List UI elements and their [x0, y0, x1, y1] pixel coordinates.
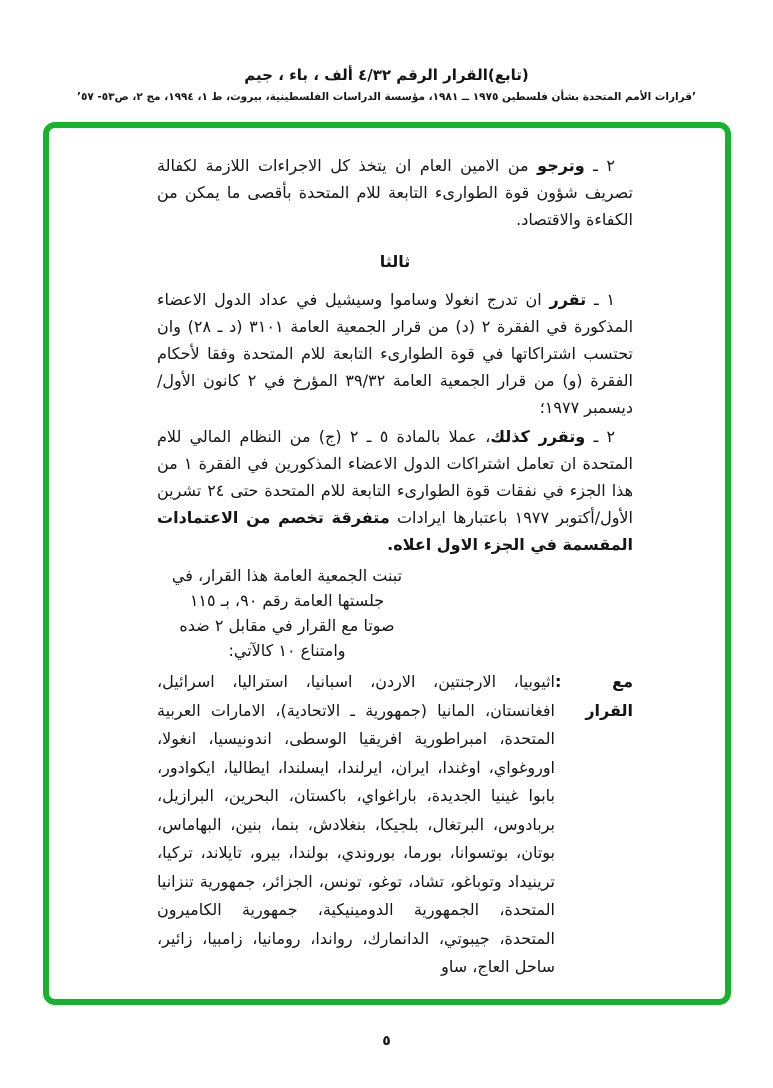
section-heading-third: ثالثا — [379, 252, 411, 271]
page-footer — [0, 1030, 773, 1049]
vote-with-label-text: مع القرار — [585, 672, 633, 720]
text-segment-bold: متفرقة تخصم من الاعتمادات المقسمة في الجزء الاول اعلاه. — [157, 508, 633, 554]
text-segment: من الامين العام ان يتخذ كل الاجراءات اللازمة لكفالة تصريف شؤون قوة الطوارىء التابعة للام المتحدة بأقصى ما يمكن من الكفاءة والاقتصاد. — [157, 156, 633, 229]
vote-with-resolution-row — [157, 668, 633, 982]
text-segment: ١ ـ — [586, 290, 616, 309]
text-segment: ، عملا بالمادة ٥ ـ ٢ (ج) من النظام المالي للام المتحدة ان تعامل اشتراكات الدول الاعضاء المذكورين في الفقرة ١ من هذا الجزء في نفقات قوة الطوارىء التابعة للام المتحدة حتى ٢٤ تشرين الأول/أكتوبر ١٩٧٧ باعتبارها ايرادات — [157, 427, 634, 527]
source-citation-line: ’قرارات الأمم المتحدة بشأن فلسطين ١٩٧٥ ــ ١٩٨١، مؤسسة الدراسات الفلسطينية، بيروت، ط ١، ١٩٩٤، مج ٢، ص٥٣- ٥٧’ — [76, 91, 697, 103]
adoption-line: جلستها العامة رقم ٩٠، بـ ١١٥ — [189, 591, 385, 610]
vote-with-label — [555, 668, 633, 725]
vote-with-countries-list: اثيوبيا، الارجنتين، الاردن، اسبانيا، استراليا، اسرائيل، افغانستان، المانيا (جمهورية ـ الاتحادية)، الامارات العربية المتحدة، امبراطورية افريقيا الوسطى، اندونيسيا، انغولا، اوروغواي، اوغندا، ايران، ايرلندا، ايسلندا، ايطاليا، ايكوادور، بابوا غينيا الجديدة، باراغواي، باكستان، البحرين، البرازيل، بربادوس، البرتغال، بلجيكا، بنغلادش، بنما، بنين، البهاماس، بوتان، بوتسوانا، بورما، بوروندي، بولندا، بيرو، تايلاند، تركيا، ترينيداد وتوباغو، تشاد، توغو، تونس، الجزائر، جمهورية تنزانيا المتحدة، الجمهورية الدومينيكية، جمهورية الكاميرون المتحدة، جيبوتي، الدانمارك، رواندا، رومانيا، زامبيا، زائير، ساحل العاج، ساو — [157, 672, 555, 976]
adoption-line: وامتناع ١٠ كالآتي: — [228, 641, 346, 660]
resolution-title: (تابع)القرار الرقم ٤/٣٢ ألف ، باء ، جيم — [244, 66, 529, 84]
text-segment: ٢ ـ — [585, 427, 616, 446]
adoption-line: صوتا مع القرار في مقابل ٢ ضده — [179, 616, 395, 635]
text-segment-bold: وترجو — [537, 156, 585, 175]
text-segment-bold: وتقرر كذلك — [490, 427, 586, 446]
adoption-note — [157, 563, 417, 663]
page-number: ٥ — [382, 1033, 391, 1049]
paragraph-third-1 — [157, 286, 633, 421]
paragraph-operative-2 — [157, 152, 633, 233]
text-segment: ان تدرج انغولا وساموا وسيشيل في عداد الدول الاعضاء المذكورة في الفقرة ٢ (د) من قرار الجمعية العامة ٣١٠١ (د ـ ٢٨) وان تحتسب اشتراكاتها في قوة الطوارىء التابعة للام المتحدة وفقا لأحكام الفقرة (و) من قرار الجمعية العامة ٣٩/٣٢ المؤرخ في ٢ كانون الأول/ ديسمبر ١٩٧٧؛ — [157, 290, 634, 417]
text-segment-bold: تقرر — [549, 290, 587, 309]
adoption-line: تبنت الجمعية العامة هذا القرار، في — [171, 566, 403, 585]
green-border-frame — [43, 122, 731, 1005]
vote-with-label-colon: : — [555, 672, 562, 691]
page-header — [0, 66, 773, 103]
text-segment: ٢ ـ — [584, 156, 616, 175]
paragraph-third-2 — [157, 423, 633, 558]
document-body — [49, 128, 725, 999]
